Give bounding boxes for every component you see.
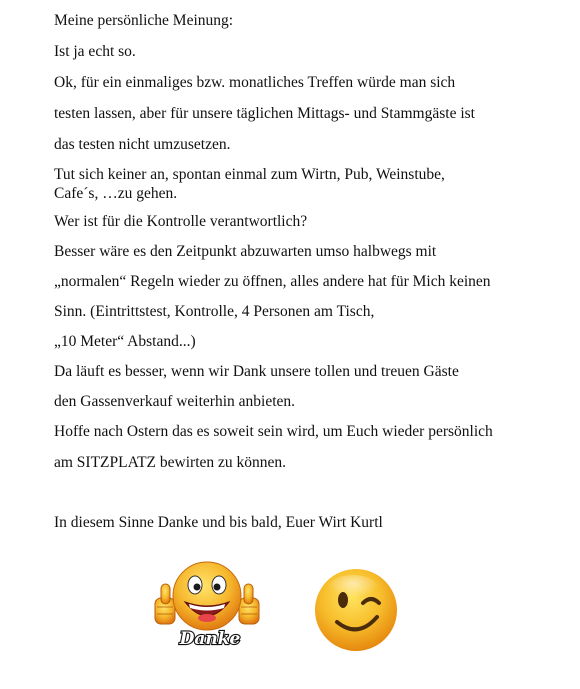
text-line: am SITZPLATZ bewirten zu können. — [54, 454, 287, 471]
text-line: Ok, für ein einmaliges bzw. monatliches Treffen würde man sich — [54, 74, 456, 91]
danke-label: Danke — [179, 629, 241, 649]
text-line: Ist ja echt so. — [54, 43, 136, 60]
text-line: Sinn. (Eintrittstest, Kontrolle, 4 Personen am Tisch, — [54, 303, 375, 320]
thumbs-up-smiley-icon — [152, 558, 262, 653]
text-line: Da läuft es besser, wenn wir Dank unsere tollen und treuen Gäste — [54, 363, 459, 380]
text-line: testen lassen, aber für unsere täglichen Mittags- und Stammgäste ist — [54, 105, 475, 122]
text-line: „normalen“ Regeln wieder zu öffnen, alles andere hat für Mich keinen — [54, 273, 491, 290]
text-line: Cafe´s, …zu gehen. — [54, 185, 178, 202]
text-line: Tut sich keiner an, spontan einmal zum Wirtn, Pub, Weinstube, — [54, 166, 445, 183]
closing-line: In diesem Sinne Danke und bis bald, Euer Wirt Kurtl — [54, 514, 383, 531]
text-line: das testen nicht umzusetzen. — [54, 136, 231, 153]
text-line: den Gassenverkauf weiterhin anbieten. — [54, 393, 296, 410]
left-thumb-icon — [155, 584, 175, 624]
greeting-line: Meine persönliche Meinung: — [54, 12, 234, 29]
winking-face-icon — [313, 567, 399, 653]
right-thumb-icon — [239, 584, 259, 624]
text-line: Hoffe nach Ostern das es soweit sein wird, um Euch wieder persönlich — [54, 423, 493, 440]
text-line: Besser wäre es den Zeitpunkt abzuwarten umso halbwegs mit — [54, 243, 437, 260]
text-line: Wer ist für die Kontrolle verantwortlich? — [54, 213, 308, 230]
text-line: „10 Meter“ Abstand...) — [54, 333, 196, 350]
